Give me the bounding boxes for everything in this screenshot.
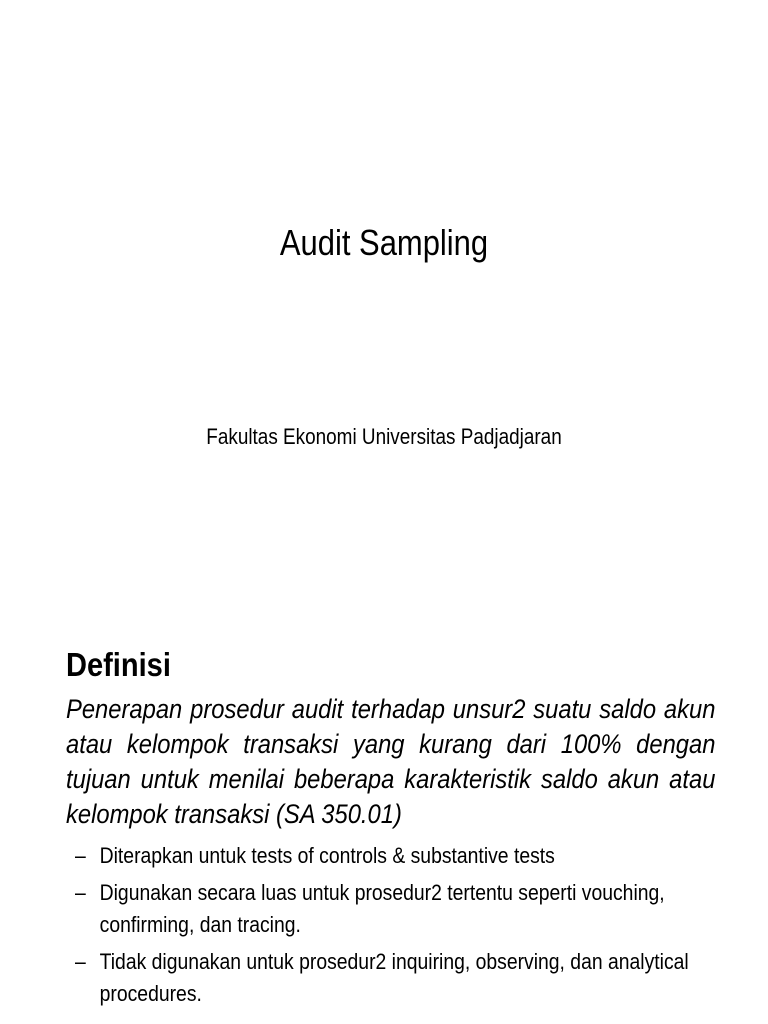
section-heading: Definisi — [66, 646, 171, 683]
bullet-item — [75, 946, 718, 1010]
bullet-list — [75, 840, 718, 1010]
bullet-text: Tidak digunakan untuk prosedur2 inquiring, observing, dan analytical procedures. — [99, 949, 689, 1006]
definition-text: Penerapan prosedur audit terhadap unsur2 suatu saldo akun atau kelompok transaksi yang kurang dari 100% dengan tujuan untuk menilai beberapa karakteristik saldo akun atau kelompok transaksi (SA 350.01) — [66, 694, 716, 829]
definition-section — [66, 645, 716, 1015]
bullet-item — [75, 877, 718, 941]
bullet-item — [75, 840, 718, 872]
bullet-text: Diterapkan untuk tests of controls & substantive tests — [99, 843, 555, 868]
slide-title: Audit Sampling — [279, 222, 489, 263]
dash-marker: – — [75, 949, 86, 974]
bullet-text: Digunakan secara luas untuk prosedur2 tertentu seperti vouching, confirming, dan tracing. — [99, 880, 665, 937]
slide-subtitle: Fakultas Ekonomi Universitas Padjadjaran — [206, 424, 562, 449]
dash-marker: – — [75, 843, 86, 868]
dash-marker: – — [75, 880, 86, 905]
